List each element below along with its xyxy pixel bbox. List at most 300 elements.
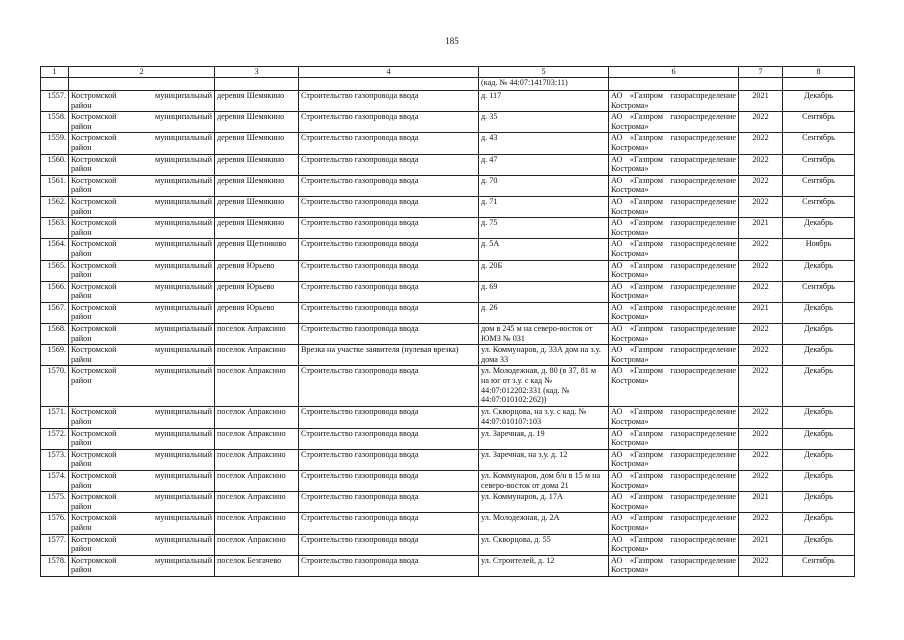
district-type: муниципальный [155,471,212,480]
month-cell: Сентябрь [783,133,855,154]
org-city: Кострома» [611,438,649,448]
district-suffix: район [71,376,92,386]
month-cell: Сентябрь [783,196,855,217]
cell [739,78,783,91]
table-row [41,428,855,449]
address-cell: ул. Заречная, на з.у. д. 12 [479,449,609,470]
organization-cell [609,218,739,239]
work-cell: Строительство газопровода ввода [299,534,479,555]
address-cell: д. 75 [479,218,609,239]
org-city: Кострома» [611,270,649,280]
continuation-address: (кад. № 44:07:141703:11) [479,78,609,91]
header-col-2: 2 [69,67,215,78]
district-cell [69,175,215,196]
row-number: 1563. [41,218,69,239]
work-cell: Строительство газопровода ввода [299,428,479,449]
address-cell: д. 20Б [479,260,609,281]
org-city: Кострома» [611,312,649,322]
organization-cell [609,345,739,366]
settlement-cell: деревня Шемякино [215,196,299,217]
year-cell: 2022 [739,239,783,260]
table-row [41,407,855,428]
district-name: Костромской [71,302,117,312]
month-cell: Декабрь [783,534,855,555]
organization-cell [609,260,739,281]
table-row [41,239,855,260]
org-part: «Газпром [629,449,663,459]
work-cell: Строительство газопровода ввода [299,324,479,345]
year-cell: 2022 [739,133,783,154]
work-cell: Строительство газопровода ввода [299,449,479,470]
address-cell: ул. Коммунаров, д. 17А [479,492,609,513]
org-part: АО [611,428,623,438]
org-city: Кострома» [611,544,649,554]
organization-cell [609,471,739,492]
address-cell: ул. Молодежная, д. 80 (в 37, 81 м на юг от з.у. с кад № 44:07:012202:331 (кад. № 44:07:010102:262)) [479,366,609,407]
org-part: газораспределение [670,175,736,185]
district-cell [69,239,215,260]
table-row [41,534,855,555]
organization-cell [609,407,739,428]
district-suffix: район [71,501,92,511]
district-name: Костромской [71,534,117,544]
district-cell [69,555,215,576]
work-cell: Строительство газопровода ввода [299,366,479,407]
month-cell: Декабрь [783,471,855,492]
table-row [41,112,855,133]
year-cell: 2022 [739,154,783,175]
org-part: «Газпром [629,407,663,417]
district-type: муниципальный [155,449,212,459]
cell [299,78,479,91]
org-city: Кострома» [611,291,649,301]
org-part: «Газпром [629,260,663,270]
table-row [41,154,855,175]
org-part: АО [611,133,623,143]
year-cell: 2022 [739,175,783,196]
address-cell: ул. Заречная, д. 19 [479,428,609,449]
settlement-cell: деревня Шемякино [215,91,299,112]
org-city: Кострома» [611,459,649,469]
year-cell: 2022 [739,555,783,576]
year-cell: 2022 [739,324,783,345]
organization-cell [609,281,739,302]
year-cell: 2022 [739,366,783,407]
header-col-3: 3 [215,67,299,78]
address-cell: ул. Молодежная, д. 2А [479,513,609,534]
org-part: «Газпром [629,91,663,100]
org-part: газораспределение [670,91,736,100]
row-number: 1562. [41,196,69,217]
year-cell: 2022 [739,281,783,302]
work-cell: Строительство газопровода ввода [299,91,479,112]
org-part: АО [611,534,623,544]
district-name: Костромской [71,112,117,122]
month-cell: Сентябрь [783,281,855,302]
settlement-cell: деревня Шемякино [215,154,299,175]
org-part: газораспределение [670,492,736,502]
settlement-cell: деревня Юрьево [215,260,299,281]
month-cell: Декабрь [783,407,855,428]
district-cell [69,324,215,345]
work-cell: Строительство газопровода ввода [299,492,479,513]
settlement-cell: поселок Апраксино [215,345,299,366]
org-part: газораспределение [670,154,736,164]
work-cell: Строительство газопровода ввода [299,239,479,260]
org-part: «Газпром [629,196,663,206]
org-part: газораспределение [670,239,736,249]
table-row [41,91,855,112]
org-part: АО [611,492,623,502]
district-type: муниципальный [155,302,212,312]
year-cell: 2022 [739,428,783,449]
year-cell: 2022 [739,196,783,217]
org-city: Кострома» [611,354,649,364]
org-part: «Газпром [629,555,663,565]
organization-cell [609,366,739,407]
cell [215,78,299,91]
organization-cell [609,154,739,175]
district-suffix: район [71,480,92,490]
district-type: муниципальный [155,175,212,185]
row-number: 1578. [41,555,69,576]
settlement-cell: поселок Апраксино [215,534,299,555]
header-col-5: 5 [479,67,609,78]
org-part: «Газпром [629,218,663,228]
organization-cell [609,492,739,513]
address-cell: ул. Скворцова, д. 55 [479,534,609,555]
district-cell [69,218,215,239]
row-number: 1561. [41,175,69,196]
month-cell: Декабрь [783,513,855,534]
row-number: 1572. [41,428,69,449]
district-type: муниципальный [155,239,212,249]
header-row [41,67,855,78]
month-cell: Сентябрь [783,175,855,196]
district-name: Костромской [71,260,117,270]
settlement-cell: деревня Шемякино [215,175,299,196]
org-part: «Газпром [629,345,663,355]
month-cell: Декабрь [783,366,855,407]
organization-cell [609,196,739,217]
month-cell: Декабрь [783,428,855,449]
header-col-4: 4 [299,67,479,78]
work-cell: Строительство газопровода ввода [299,154,479,175]
org-part: «Газпром [629,133,663,143]
year-cell: 2022 [739,260,783,281]
month-cell: Декабрь [783,260,855,281]
org-city: Кострома» [611,227,649,237]
organization-cell [609,513,739,534]
row-number: 1559. [41,133,69,154]
work-cell: Строительство газопровода ввода [299,407,479,428]
table-row [41,281,855,302]
year-cell: 2022 [739,112,783,133]
row-number: 1566. [41,281,69,302]
settlement-cell: поселок Апраксино [215,324,299,345]
work-cell: Строительство газопровода ввода [299,260,479,281]
work-cell: Строительство газопровода ввода [299,133,479,154]
district-type: муниципальный [155,366,212,376]
org-part: газораспределение [670,534,736,544]
org-part: «Газпром [629,471,663,480]
year-cell: 2022 [739,513,783,534]
district-type: муниципальный [155,196,212,206]
org-part: газораспределение [670,302,736,312]
district-cell [69,302,215,323]
org-part: АО [611,324,623,334]
org-city: Кострома» [611,376,649,386]
address-cell: д. 35 [479,112,609,133]
row-number: 1571. [41,407,69,428]
district-cell [69,154,215,175]
settlement-cell: деревня Щетниково [215,239,299,260]
row-number: 1575. [41,492,69,513]
district-name: Костромской [71,345,117,355]
org-part: АО [611,260,623,270]
district-cell [69,112,215,133]
district-cell [69,428,215,449]
table-row [41,366,855,407]
work-cell: Врезка на участке заявителя (нулевая врезка) [299,345,479,366]
address-cell: д. 69 [479,281,609,302]
district-cell [69,407,215,428]
row-number: 1567. [41,302,69,323]
month-cell: Декабрь [783,302,855,323]
table-row [41,492,855,513]
district-suffix: район [71,206,92,216]
district-type: муниципальный [155,513,212,523]
district-suffix: район [71,227,92,237]
org-part: газораспределение [670,366,736,376]
district-type: муниципальный [155,260,212,270]
settlement-cell: поселок Апраксино [215,471,299,492]
org-part: «Газпром [629,513,663,523]
organization-cell [609,175,739,196]
address-cell: ул. Коммунаров, д. 33А дом на з.у. дома 33 [479,345,609,366]
district-cell [69,91,215,112]
district-cell [69,449,215,470]
org-city: Кострома» [611,206,649,216]
settlement-cell: поселок Апраксино [215,428,299,449]
org-part: газораспределение [670,428,736,438]
district-name: Костромской [71,175,117,185]
organization-cell [609,112,739,133]
org-part: газораспределение [670,112,736,122]
org-part: «Газпром [629,428,663,438]
org-part: АО [611,471,623,480]
row-number: 1570. [41,366,69,407]
district-name: Костромской [71,239,117,249]
year-cell: 2022 [739,449,783,470]
settlement-cell: поселок Апраксино [215,492,299,513]
district-suffix: район [71,142,92,152]
district-name: Костромской [71,449,117,459]
org-part: АО [611,302,623,312]
district-suffix: район [71,354,92,364]
work-cell: Строительство газопровода ввода [299,281,479,302]
row-number: 1564. [41,239,69,260]
district-name: Костромской [71,196,117,206]
header-col-7: 7 [739,67,783,78]
district-type: муниципальный [155,534,212,544]
org-part: газораспределение [670,449,736,459]
org-part: АО [611,449,623,459]
page-number: 185 [445,36,459,46]
org-part: газораспределение [670,133,736,143]
row-number: 1577. [41,534,69,555]
header-col-6: 6 [609,67,739,78]
organization-cell [609,91,739,112]
district-cell [69,471,215,492]
table-row [41,513,855,534]
organization-cell [609,239,739,260]
settlement-cell: деревня Шемякино [215,218,299,239]
district-cell [69,366,215,407]
district-type: муниципальный [155,345,212,355]
table-row [41,324,855,345]
district-name: Костромской [71,91,117,100]
org-part: газораспределение [670,196,736,206]
org-part: АО [611,196,623,206]
org-city: Кострома» [611,248,649,258]
org-part: АО [611,218,623,228]
org-part: «Газпром [629,281,663,291]
year-cell: 2022 [739,407,783,428]
work-cell: Строительство газопровода ввода [299,196,479,217]
org-part: «Газпром [629,302,663,312]
org-part: газораспределение [670,260,736,270]
org-part: «Газпром [629,366,663,376]
district-suffix: район [71,544,92,554]
org-part: газораспределение [670,345,736,355]
year-cell: 2022 [739,345,783,366]
district-cell [69,133,215,154]
table-row [41,302,855,323]
district-suffix: район [71,164,92,174]
district-name: Костромской [71,281,117,291]
org-city: Кострома» [611,185,649,195]
org-city: Кострома» [611,333,649,343]
settlement-cell: поселок Апраксино [215,449,299,470]
month-cell: Декабрь [783,345,855,366]
org-city: Кострома» [611,522,649,532]
table-row [41,555,855,576]
district-type: муниципальный [155,133,212,143]
district-suffix: район [71,417,92,427]
work-cell: Строительство газопровода ввода [299,513,479,534]
org-part: «Газпром [629,492,663,502]
work-cell: Строительство газопровода ввода [299,555,479,576]
work-cell: Строительство газопровода ввода [299,175,479,196]
org-city: Кострома» [611,164,649,174]
settlement-cell: деревня Шемякино [215,112,299,133]
org-part: АО [611,175,623,185]
district-cell [69,513,215,534]
address-cell: д. 70 [479,175,609,196]
organization-cell [609,302,739,323]
org-part: АО [611,345,623,355]
org-part: «Газпром [629,175,663,185]
row-number: 1574. [41,471,69,492]
month-cell: Декабрь [783,492,855,513]
district-type: муниципальный [155,407,212,417]
address-cell: д. 43 [479,133,609,154]
row-number: 1565. [41,260,69,281]
gas-pipeline-table [40,66,855,577]
row-number: 1573. [41,449,69,470]
month-cell: Декабрь [783,449,855,470]
row-number: 1557. [41,91,69,112]
table-row [41,175,855,196]
district-name: Костромской [71,154,117,164]
address-cell: ул. Коммунаров, дом б/н в 15 м на северо-восток от дома 21 [479,471,609,492]
cell [41,78,69,91]
cell [609,78,739,91]
year-cell: 2021 [739,91,783,112]
district-type: муниципальный [155,91,212,100]
organization-cell [609,534,739,555]
district-name: Костромской [71,133,117,143]
org-part: газораспределение [670,471,736,480]
district-name: Костромской [71,492,117,502]
table-row [41,345,855,366]
district-name: Костромской [71,513,117,523]
org-part: АО [611,91,623,100]
year-cell: 2022 [739,471,783,492]
org-part: «Газпром [629,324,663,334]
work-cell: Строительство газопровода ввода [299,218,479,239]
district-cell [69,534,215,555]
work-cell: Строительство газопровода ввода [299,471,479,492]
address-cell: д. 117 [479,91,609,112]
month-cell: Декабрь [783,324,855,345]
district-type: муниципальный [155,428,212,438]
year-cell: 2021 [739,218,783,239]
org-part: «Газпром [629,534,663,544]
settlement-cell: деревня Юрьево [215,281,299,302]
org-part: газораспределение [670,407,736,417]
settlement-cell: поселок Апраксино [215,366,299,407]
settlement-cell: поселок Апраксино [215,407,299,428]
address-cell: д. 5А [479,239,609,260]
month-cell: Сентябрь [783,154,855,175]
district-cell [69,492,215,513]
district-type: муниципальный [155,218,212,228]
district-name: Костромской [71,366,117,376]
district-suffix: район [71,438,92,448]
continuation-row [41,78,855,91]
org-part: АО [611,555,623,565]
header-col-1: 1 [41,67,69,78]
district-type: муниципальный [155,154,212,164]
table-row [41,260,855,281]
district-suffix: район [71,270,92,280]
district-cell [69,345,215,366]
org-part: «Газпром [629,239,663,249]
table-row [41,133,855,154]
row-number: 1558. [41,112,69,133]
district-type: муниципальный [155,112,212,122]
address-cell: ул. Скворцова, на з.у. с кад. № 44:07:010107:103 [479,407,609,428]
district-suffix: район [71,121,92,131]
org-city: Кострома» [611,100,649,110]
district-cell [69,281,215,302]
org-part: АО [611,366,623,376]
month-cell: Декабрь [783,91,855,112]
org-city: Кострома» [611,121,649,131]
row-number: 1560. [41,154,69,175]
